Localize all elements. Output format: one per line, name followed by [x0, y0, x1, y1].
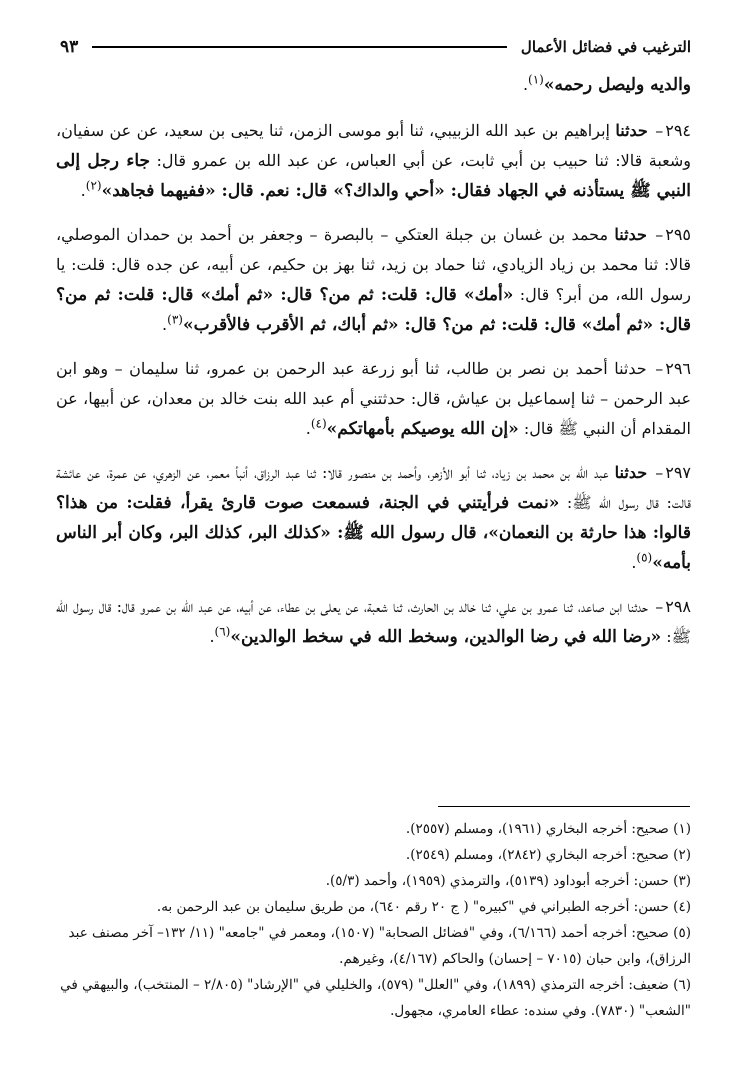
narration-opener: حدثنا — [627, 597, 648, 616]
narration-opener: حدثنا — [615, 121, 648, 140]
hadith-number: ٢٩٨ — [665, 597, 691, 616]
isnad-text: عبد الله بن محمد بن زياد، ثنا أبو الأزهر، وأحمد بن منصور قالا: ثنا عبد الرزاق، أنبأ معمر، عن الزهري، عن عمرة، عن عائشة قالت: قال رسول الله ﷺ: — [56, 463, 691, 512]
period: . — [631, 553, 637, 572]
footnote-1: (١) صحيح: أخرجه البخاري (١٩٦١)، ومسلم (٢٥٥٧). — [405, 821, 691, 837]
footnote-ref: (٣) — [167, 312, 183, 327]
footnotes — [56, 816, 691, 1024]
footnote-4: (٤) حسن: أخرجه الطبراني في "كبيره" ( ج ٢٠ رقم ٦٤٠)، من طريق سليمان بن عبد الرحمن به. — [156, 899, 691, 915]
isnad-text: ابن صاعد، ثنا عمرو بن علي، ثنا خالد بن الحارث، ثنا شعبة، عن يعلى بن عطاء، عن أبيه، عن عبد الله بن عمرو قال: قال رسول الله ﷺ: — [56, 597, 691, 646]
hadith-number: ٢٩٤ — [665, 121, 691, 140]
hadith-text: «إن الله يوصيكم بأمهاتكم» — [326, 419, 519, 439]
footnote-ref: (٤) — [310, 416, 327, 431]
hadith-text: «أمك» قال: قلت: ثم من؟ قال: «ثم أمك» قال: قلت: ثم من؟ قال: «ثم أمك» قال: قلت: ثم من؟ قال: «ثم أباك، ثم الأقرب فالأقرب» — [56, 285, 691, 335]
period: . — [80, 181, 86, 200]
narration-opener: حدثنا — [614, 359, 647, 378]
main-text — [56, 70, 691, 666]
isnad-text: إبراهيم بن عبد الله الزبيبي، ثنا أبو موسى الزمن، ثنا يحيى بن سعيد، عن عن سفيان، وشعبة قالا: ثنا حبيب بن أبي ثابت، عن أبي العباس، عن عبد الله بن عمرو قال: — [56, 121, 691, 170]
period: . — [522, 75, 529, 94]
narration-opener: حدثنا — [614, 225, 647, 244]
period: . — [209, 627, 215, 646]
footnote-3: (٣) حسن: أخرجه أبوداود (٥١٣٩)، والترمذي (١٩٥٩)، وأحمد (٥/٣). — [325, 873, 691, 889]
hadith-paragraph-296: ٢٩٦– حدثنا أحمد بن نصر بن طالب، ثنا أبو زرعة عبد الرحمن بن عمرو، ثنا سليمان – وهو ابن عبد الرحمن – ثنا إسماعيل بن عياش، قال: حدثتني أم عبد الله بنت خالد بن معدان، عن أبيها، عن المقدام أن النبي ﷺ قال: «إن الله يوصيكم بأمهاتكم»$^{(٤)}$. — [56, 359, 691, 439]
paragraph-continuation — [56, 70, 691, 100]
hadith-number: ٢٩٥ — [665, 225, 691, 244]
running-title: الترغيب في فضائل الأعمال — [520, 38, 691, 56]
page-header — [60, 34, 691, 60]
hadith-text: جاء رجل إلى النبي ﷺ يستأذنه في الجهاد فقال: «أحي والداك؟» قال: نعم. قال: «ففيهما فجاهد» — [56, 151, 691, 201]
hadith-paragraph-298: ٢٩٨– حدثنا ابن صاعد، ثنا عمرو بن علي، ثنا خالد بن الحارث، ثنا شعبة، عن يعلى بن عطاء، عن أبيه، عن عبد الله بن عمرو قال: قال رسول الله ﷺ: «رضا الله في رضا الوالدين، وسخط الله في سخط الوالدين»$^{(٦)}$. — [56, 597, 691, 647]
footnote-ref: (١) — [528, 72, 544, 87]
page-number: ٩٣ — [60, 37, 79, 57]
footnote-6: (٦) ضعيف: أخرجه الترمذي (١٨٩٩)، وفي "العلل" (٥٧٩)، والخليلي في "الإرشاد" (٢/٨٠٥ – المنتخب)، والبيهقي في "الشعب" (٧٨٣٠). وفي سنده: عطاء العامري، مجهول. — [60, 977, 691, 1019]
hadith-text: «رضا الله في رضا الوالدين، وسخط الله في سخط الوالدين» — [230, 627, 662, 647]
narration-opener: حدثنا — [614, 463, 648, 482]
hadith-text: والديه وليصل رحمه» — [543, 75, 691, 95]
hadith-paragraph-295: ٢٩٥– حدثنا محمد بن غسان بن جبلة العتكي – بالبصرة – وجعفر بن أحمد بن حمدان الموصلي، قالا: ثنا محمد بن زياد الزيادي، ثنا حماد بن زيد، ثنا بهز بن حكيم، عن أبيه، عن جده قال: قلت: يا رسول الله، من أبر؟ قال: «أمك» قال: قلت: ثم من؟ قال: «ثم أمك» قال: قلت: ثم من؟ قال: «ثم أمك» قال: قلت: ثم من؟ قال: «ثم أباك، ثم الأقرب فالأقرب»$^{(٣)}$. — [56, 225, 692, 335]
footnote-ref: (٥) — [636, 550, 653, 565]
footnote-divider — [438, 806, 690, 807]
footnote-2: (٢) صحيح: أخرجه البخاري (٢٨٤٢)، ومسلم (٢٥٤٩). — [405, 847, 691, 863]
hadith-number: ٢٩٦ — [665, 359, 691, 378]
hadith-number: ٢٩٧ — [665, 463, 692, 482]
footnote-ref: (٢) — [85, 178, 102, 193]
footnote-ref: (٦) — [214, 624, 231, 639]
period: . — [305, 419, 311, 438]
isnad-text: أحمد بن نصر بن طالب، ثنا أبو زرعة عبد الرحمن بن عمرو، ثنا سليمان – وهو ابن عبد الرحمن – ثنا إسماعيل بن عياش، قال: حدثتني أم عبد الله بنت خالد بن معدان، عن أبيها، عن المقدام أن النبي ﷺ قال: — [56, 359, 691, 438]
period: . — [162, 315, 168, 334]
hadith-paragraph-297: ٢٩٧– حدثنا عبد الله بن محمد بن زياد، ثنا أبو الأزهر، وأحمد بن منصور قالا: ثنا عبد الرزاق، أنبأ معمر، عن الزهري، عن عمرة، عن عائشة قالت: قال رسول الله ﷺ: «نمت فرأيتني في الجنة، فسمعت صوت قارئ يقرأ، فقلت: من هذا؟ قالوا: هذا حارثة بن النعمان»، قال رسول الله ﷺ: «كذلك البر، كذلك البر، وكان أبر الناس بأمه»$^{(٥)}$. — [56, 463, 692, 573]
header-rule — [92, 46, 507, 48]
hadith-paragraph-294: ٢٩٤– حدثنا إبراهيم بن عبد الله الزبيبي، ثنا أبو موسى الزمن، ثنا يحيى بن سعيد، عن عن سفيان، وشعبة قالا: ثنا حبيب بن أبي ثابت، عن أبي العباس، عن عبد الله بن عمرو قال: جاء رجل إلى النبي ﷺ يستأذنه في الجهاد فقال: «أحي والداك؟» قال: نعم. قال: «ففيهما فجاهد»$^{(٢)}$. — [56, 121, 691, 201]
isnad-text: محمد بن غسان بن جبلة العتكي – بالبصرة – وجعفر بن أحمد بن حمدان الموصلي، قالا: ثنا محمد بن زياد الزيادي، ثنا حماد بن زيد، ثنا بهز بن حكيم، عن أبيه، عن جده قال: قلت: يا رسول الله، من أبر؟ قال: — [56, 225, 692, 304]
hadith-text: «نمت فرأيتني في الجنة، فسمعت صوت قارئ يقرأ، فقلت: من هذا؟ قالوا: هذا حارثة بن النعمان»، قال رسول الله ﷺ: «كذلك البر، كذلك البر، وكان أبر الناس بأمه» — [56, 493, 691, 573]
footnote-5: (٥) صحيح: أخرجه أحمد (٦/١٦٦)، وفي "فضائل الصحابة" (١٥٠٧)، ومعمر في "جامعه" (١١/ ١٣٢– آخر مصنف عبد الرزاق)، وابن حبان (٧٠١٥ – إحسان) والحاكم (٤/١٦٧)، وغيرهم. — [68, 925, 691, 967]
